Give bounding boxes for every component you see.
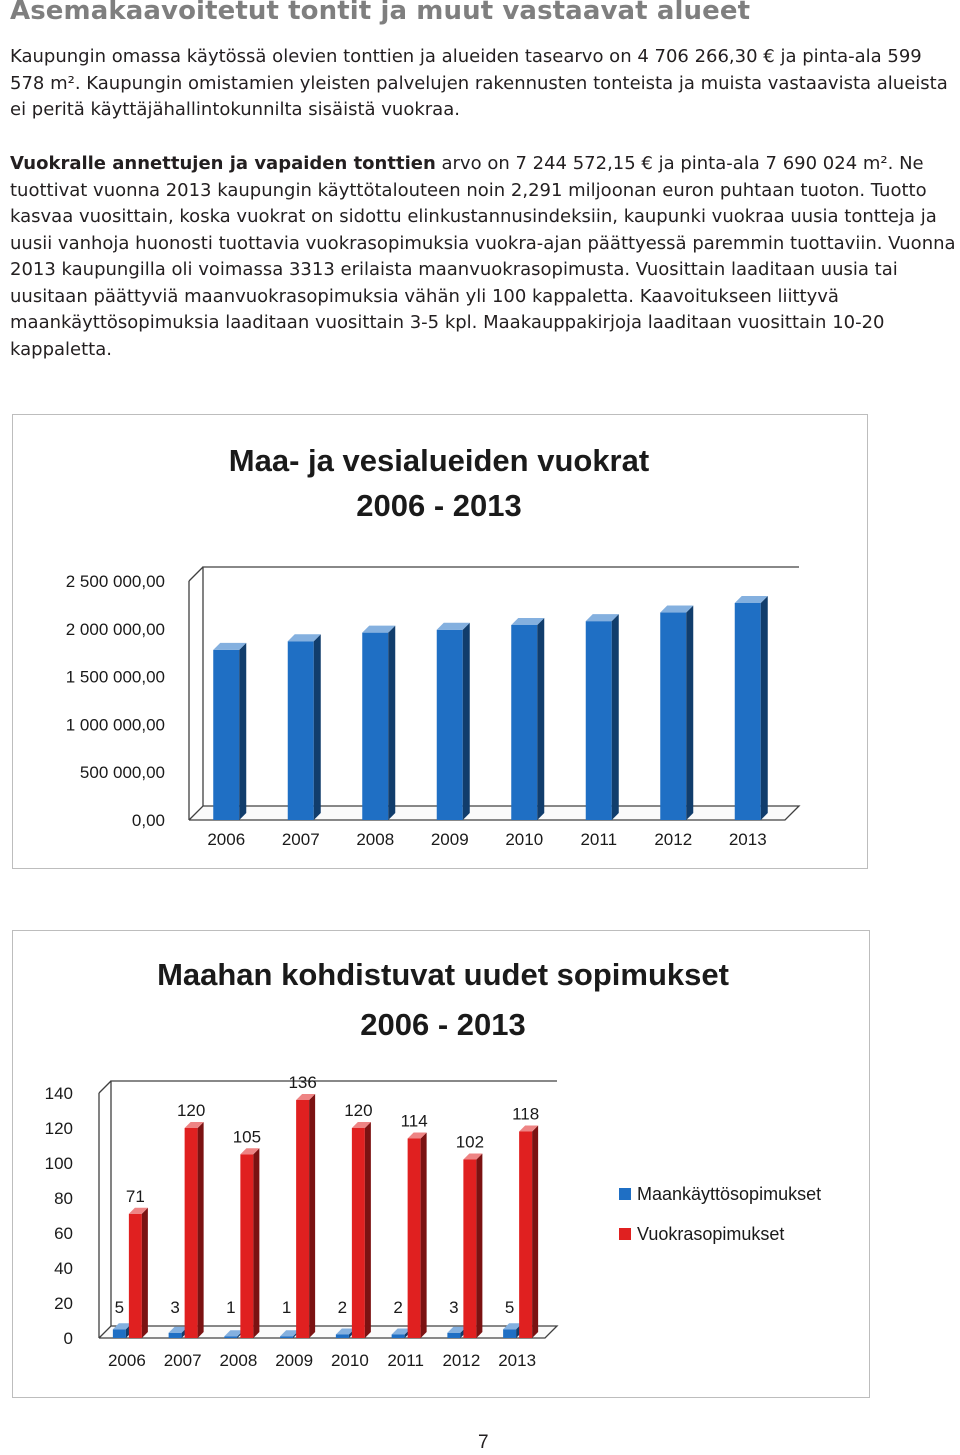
bar-series-1 (169, 1333, 182, 1338)
data-label-series-2: 71 (125, 1186, 145, 1206)
bar-series-1 (392, 1335, 405, 1339)
chart-title: Maa- ja vesialueiden vuokrat (228, 443, 650, 478)
chart-title: Maahan kohdistuvat uudet sopimukset (157, 957, 729, 992)
bar-series-1 (280, 1336, 293, 1338)
bar-side (463, 623, 470, 820)
bar (437, 630, 463, 820)
y-tick-label: 2 500 000,00 (65, 572, 165, 591)
bar-side (686, 606, 693, 820)
bar (735, 603, 761, 820)
bar (288, 641, 314, 820)
bar-series-2 (408, 1139, 421, 1339)
x-tick-label: 2010 (330, 1351, 369, 1370)
x-tick-label: 2009 (430, 830, 469, 849)
bar (511, 625, 537, 820)
bar-side (388, 626, 395, 820)
y-tick-label: 80 (54, 1189, 73, 1208)
data-label-series-1: 1 (226, 1298, 236, 1317)
bar-series-2 (352, 1128, 365, 1338)
legend-swatch (619, 1188, 631, 1200)
legend-label: Maankäyttösopimukset (637, 1184, 822, 1204)
bar-series-2-side (532, 1126, 538, 1339)
x-tick-label: 2007 (281, 830, 320, 849)
data-label-series-1: 1 (281, 1298, 292, 1317)
bar-series-2-side (421, 1133, 427, 1339)
y-tick-label: 140 (44, 1084, 73, 1103)
bar-series-2-side (309, 1094, 315, 1338)
data-label-series-2: 118 (512, 1104, 540, 1124)
bar-side (612, 614, 619, 820)
x-tick-label: 2013 (728, 830, 767, 849)
x-tick-label: 2012 (654, 830, 693, 849)
bar-series-2-side (142, 1208, 148, 1338)
data-label-series-2: 136 (288, 1073, 317, 1092)
bar-series-2 (463, 1160, 476, 1339)
plot-frame-floor (189, 806, 799, 820)
bar-side (537, 618, 544, 820)
bar-series-2-side (476, 1154, 482, 1339)
y-tick-label: 20 (54, 1294, 73, 1313)
y-tick-label: 60 (54, 1224, 73, 1243)
chart-contracts (13, 931, 869, 1397)
x-tick-label: 2012 (442, 1351, 481, 1370)
bar (586, 621, 612, 820)
data-label-series-2: 120 (176, 1101, 206, 1120)
bar-series-2 (519, 1132, 532, 1339)
bar-side (239, 643, 246, 820)
data-label-series-1: 5 (504, 1298, 515, 1317)
data-label-series-2: 105 (232, 1127, 262, 1147)
x-tick-label: 2011 (580, 830, 618, 849)
y-tick-label: 100 (44, 1154, 73, 1173)
section-title: Asemakaavoitetut tontit ja muut vastaavat alueet (10, 0, 751, 26)
x-tick-label: 2009 (275, 1351, 314, 1370)
page-number: 7 (478, 1432, 489, 1453)
paragraph-body: arvo on 7 244 572,15 € ja pinta-ala 7 690 024 m². Ne tuottivat vuonna 2013 kaupungin käyttötalouteen noin 2,291 miljoonan euron puhtaan tuoton. Tuotto kasvaa vuosittain, koska vuokrat on sidottu elinkustannusindeksiin, kaupunki vuokraa uusia tontteja ja uusii vanhoja huonosti tuottavia vuokrasopimuksia vuokra-ajan päättyessä paremmin tuottaviin. Vuonna 2013 kaupungilla oli voimassa 3313 erilaista maanvuokrasopimusta. Vuosittain laaditaan uusia tai uusitaan päättyviä maanvuokrasopimuksia vähän yli 100 kappaletta. Kaavoitukseen liittyvä maankäyttösopimuksia laaditaan vuosittain 3-5 kpl. Maakauppakirjoja laaditaan vuosittain 10-20 kappaletta. (10, 153, 956, 360)
bar-side (314, 634, 321, 820)
x-tick-label: 2013 (498, 1351, 537, 1370)
chart-rents (13, 415, 867, 868)
x-tick-label: 2006 (107, 1351, 146, 1370)
plot-frame-top-edge (189, 567, 203, 581)
y-tick-label: 120 (44, 1119, 73, 1138)
paragraph-bold-lead: Vuokralle annettujen ja vapaiden tonttien (10, 153, 436, 174)
bar-series-1 (447, 1333, 460, 1338)
bar-series-1 (336, 1335, 349, 1339)
plot-frame-top-edge (99, 1081, 111, 1093)
bar-series-1 (113, 1329, 126, 1338)
y-tick-label: 0,00 (131, 811, 165, 830)
y-tick-label: 1 000 000,00 (65, 715, 165, 735)
bar (213, 650, 239, 820)
bar-series-2 (129, 1214, 142, 1338)
bar-series-2 (296, 1100, 309, 1338)
bar-series-2 (240, 1154, 253, 1338)
bar (362, 633, 388, 820)
y-tick-label: 2 000 000,00 (65, 619, 165, 639)
legend-label: Vuokrasopimukset (637, 1224, 785, 1244)
chart-subtitle: 2006 - 2013 (360, 1007, 526, 1042)
data-label-series-1: 2 (393, 1298, 403, 1317)
data-label-series-1: 3 (170, 1298, 180, 1317)
y-tick-label: 500 000,00 (79, 763, 165, 783)
paragraph-balance-value: Kaupungin omassa käytössä olevien tonttien ja alueiden tasearvo on 4 706 266,30 € ja pinta-ala 599 578 m². Kaupungin omistamien yleisten palvelujen rakennusten tonteista ja muista vastaavista alueista ei peritä käyttäjähallintokunnilta sisäistä vuokraa. (10, 46, 948, 120)
y-tick-label: 0 (63, 1329, 73, 1348)
x-tick-label: 2011 (387, 1351, 424, 1370)
paragraph-leased-plots (10, 151, 958, 363)
x-tick-label: 2006 (207, 830, 246, 849)
bar-series-2-side (365, 1122, 371, 1338)
x-tick-label: 2008 (356, 830, 395, 849)
bar-series-1 (503, 1329, 516, 1338)
y-tick-label: 40 (54, 1259, 73, 1278)
data-label-series-2: 102 (455, 1132, 485, 1152)
bar (660, 613, 686, 820)
data-label-series-2: 114 (400, 1111, 428, 1131)
chart-contracts-box (12, 930, 870, 1398)
data-label-series-1: 5 (114, 1298, 125, 1317)
bar-series-2-side (198, 1122, 204, 1338)
y-tick-label: 1 500 000,00 (65, 667, 165, 687)
bar-series-1 (224, 1336, 237, 1338)
data-label-series-2: 120 (344, 1101, 373, 1120)
x-tick-label: 2010 (505, 830, 544, 849)
bar-side (761, 596, 768, 820)
plot-frame-floor (99, 1326, 557, 1338)
x-tick-label: 2008 (219, 1351, 258, 1370)
chart-rents-box (12, 414, 868, 869)
bar-series-2-side (253, 1148, 259, 1338)
data-label-series-1: 3 (449, 1298, 459, 1317)
data-label-series-1: 2 (337, 1298, 348, 1317)
bar-series-2 (185, 1128, 198, 1338)
x-tick-label: 2007 (163, 1351, 202, 1370)
chart-subtitle: 2006 - 2013 (356, 488, 522, 523)
legend-swatch (619, 1228, 631, 1240)
